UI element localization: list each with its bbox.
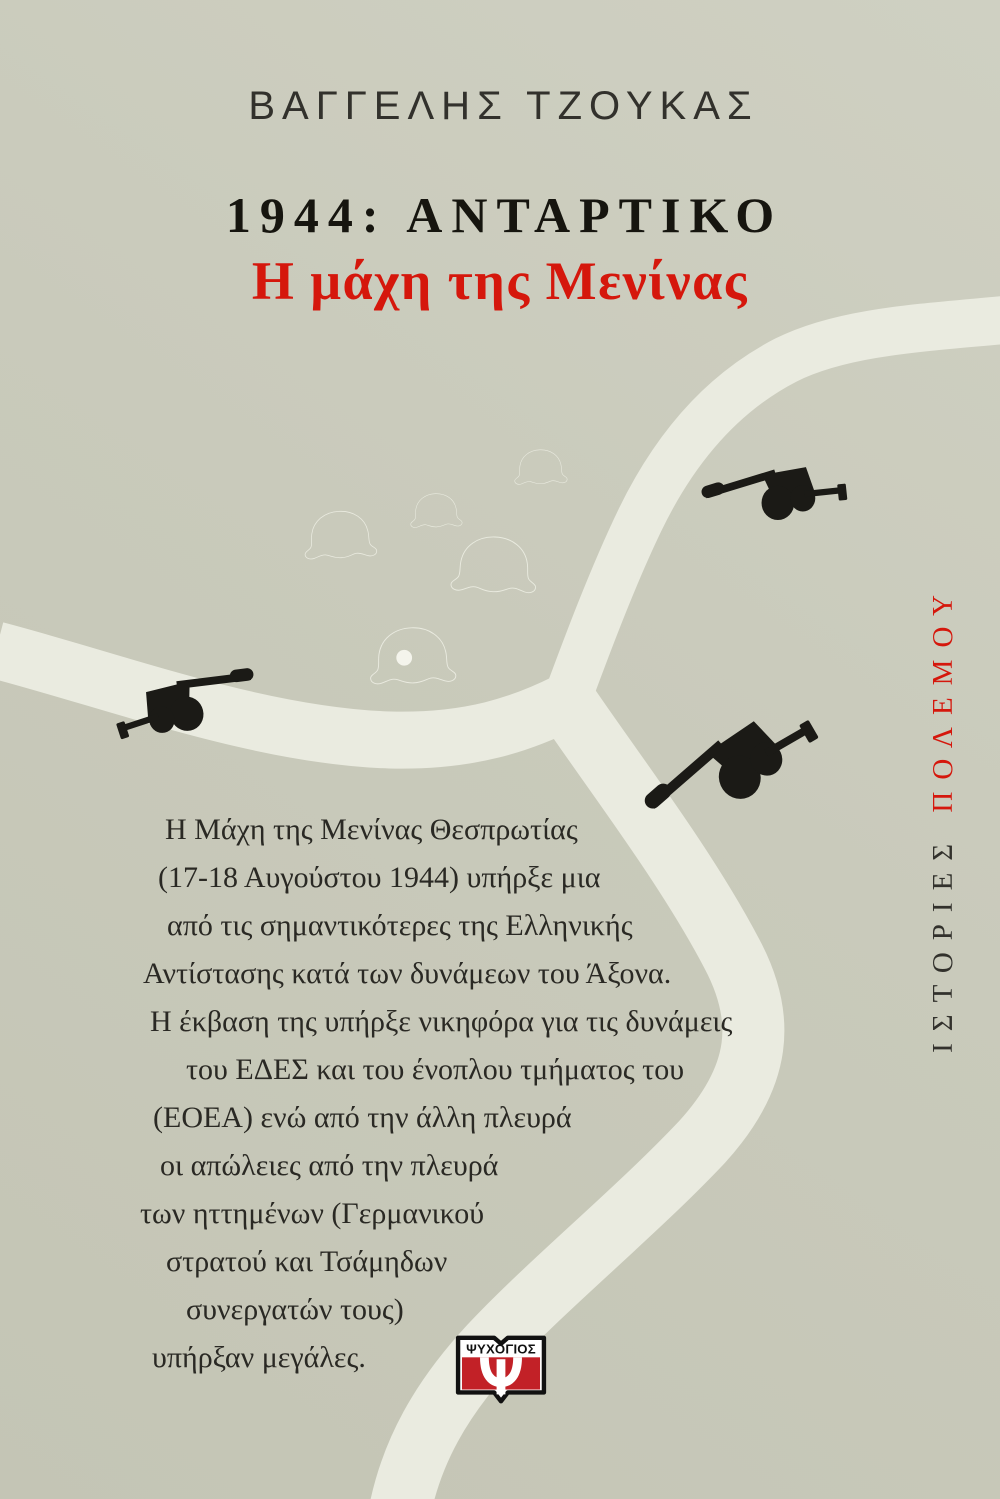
series-label	[927, 568, 963, 1068]
cannon-icon	[700, 442, 848, 528]
blurb-line: Αντίστασης κατά των δυνάμεων του Άξονα.	[143, 957, 672, 990]
helmet-icon	[300, 507, 381, 564]
publisher-logo-book-icon	[452, 1330, 550, 1410]
blurb-line: του ΕΔΕΣ και του ένοπλου τμήματος του	[186, 1053, 685, 1086]
blurb-line: συνεργατών τους)	[186, 1293, 404, 1326]
helmet-icon	[511, 447, 569, 488]
road-left	[0, 650, 566, 740]
blurb-line: των ηττημένων (Γερμανικού	[140, 1197, 485, 1230]
red-helmet-icon	[365, 623, 460, 689]
blurb-line: (ΕΟΕΑ) ενώ από την άλλη πλευρά	[153, 1101, 572, 1134]
book-title: 1944: ΑΝΤΑΡΤΙΚΟ	[225, 187, 784, 243]
blurb-line: οι απώλειες από την πλευρά	[160, 1149, 499, 1182]
blurb-line: Η Μάχη της Μενίνας Θεσπρωτίας	[165, 813, 578, 846]
helmet-icon	[447, 532, 541, 598]
author-name: ΒΑΓΓΕΛΗΣ ΤΖΟΥΚΑΣ	[248, 84, 759, 128]
blurb-line: Η έκβαση της υπήρξε νικηφόρα για τις δυνάμεις	[150, 1005, 733, 1038]
helmet-icon	[407, 491, 464, 531]
publisher-logo	[452, 1330, 550, 1410]
series-label-part2: ΠΟΛΕΜΟΥ	[927, 583, 959, 813]
blurb-line: από τις σημαντικότερες της Ελληνικής	[167, 909, 633, 942]
blurb-line: στρατού και Τσάμηδων	[166, 1245, 448, 1278]
blurb-line: υπήρξαν μεγάλες.	[152, 1341, 366, 1374]
blurb-line: (17-18 Αυγούστου 1944) υπήρξε μια	[158, 861, 601, 894]
publisher-name: ΨΥΧΟΓΙΟΣ	[466, 1341, 536, 1357]
series-label-part1: ΙΣΤΟΡΙΕΣ	[927, 831, 959, 1053]
book-subtitle: Η μάχη της Μενίνας	[251, 251, 749, 311]
